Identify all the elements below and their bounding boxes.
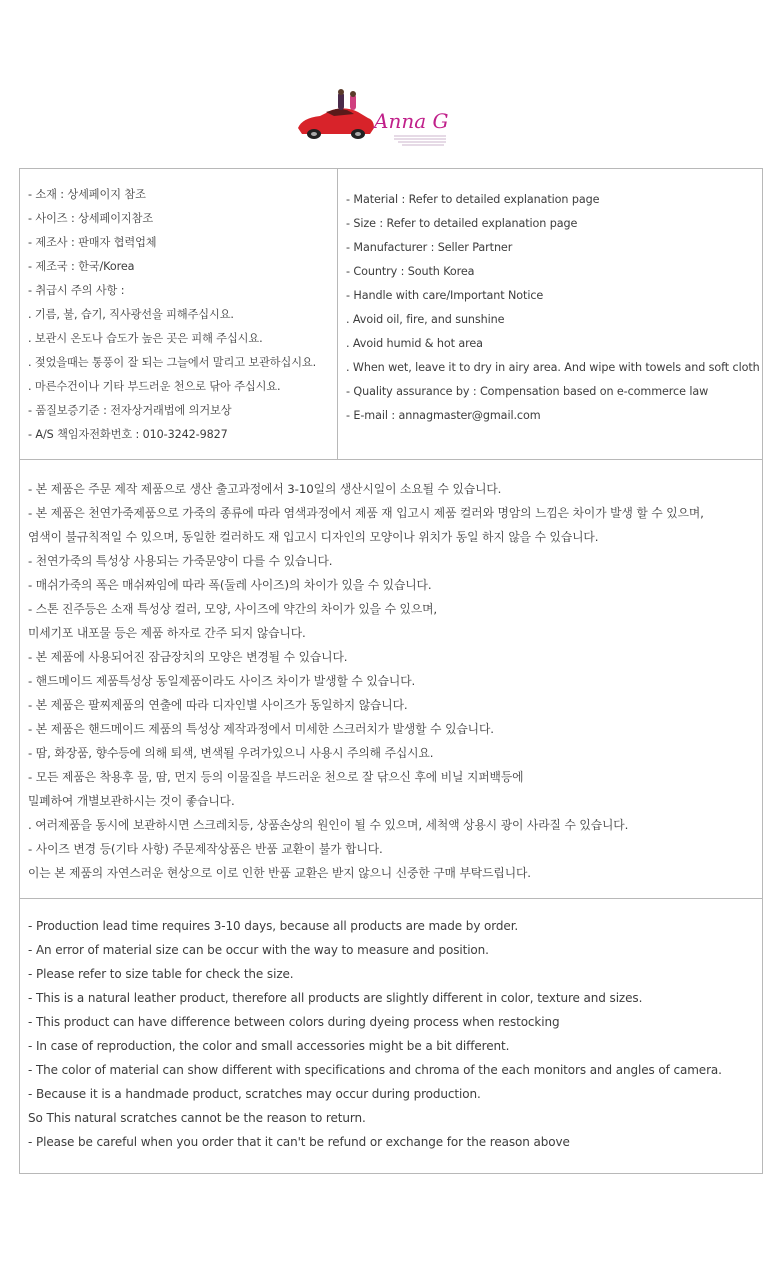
text-line: - In case of reproduction, the color and small accessories might be a bit different. xyxy=(28,1039,510,1053)
text-line: . Avoid oil, fire, and sunshine xyxy=(346,313,505,326)
logo-wordmark: Anna G xyxy=(374,109,449,133)
text-line: - 제조사 : 판매자 협력업체 xyxy=(28,236,157,249)
text-line: - The color of material can show different with specifications and chroma of the each monitors and angles of camera. xyxy=(28,1063,722,1077)
text-line: - 품질보증기준 : 전자상거래법에 의거보상 xyxy=(28,404,232,417)
text-line: - E-mail : annagmaster@gmail.com xyxy=(346,409,541,422)
text-line: . 마른수건이나 기타 부드러운 천으로 닦아 주십시요. xyxy=(28,380,281,393)
column-divider xyxy=(337,169,338,459)
text-line: 염색이 불규칙적일 수 있으며, 동일한 컬러하도 재 입고시 디자인의 모양이나 위치가 동일 하지 않을 수 있습니다. xyxy=(28,530,599,544)
text-line: - 땀, 화장품, 향수등에 의해 퇴색, 변색될 우려가있으니 사용시 주의해 주십시요. xyxy=(28,746,434,760)
text-line: - 모든 제품은 착용후 물, 땀, 먼지 등의 이물질을 부드러운 천으로 잘 닦으신 후에 비닐 지퍼백등에 xyxy=(28,770,524,784)
product-info-table xyxy=(19,168,763,460)
brand-logo xyxy=(296,88,456,152)
text-line: 이는 본 제품의 자연스러운 현상으로 이로 인한 반품 교환은 받지 않으니 신중한 구매 부탁드립니다. xyxy=(28,866,531,880)
text-line: - 본 제품은 팔찌제품의 연출에 따라 디자인별 사이즈가 동일하지 않습니다. xyxy=(28,698,408,712)
text-line: - Please refer to size table for check the size. xyxy=(28,967,294,981)
text-line: - Please be careful when you order that it can't be refund or exchange for the reason above xyxy=(28,1135,570,1149)
text-line: - 취급시 주의 사항 : xyxy=(28,284,125,297)
text-line: - 핸드메이드 제품특성상 동일제품이라도 사이즈 차이가 발생할 수 있습니다. xyxy=(28,674,416,688)
text-line: - Manufacturer : Seller Partner xyxy=(346,241,513,254)
text-line: - 본 제품은 주문 제작 제품으로 생산 출고과정에서 3-10일의 생산시일이 소요될 수 있습니다. xyxy=(28,482,502,496)
text-line: - 사이즈 변경 등(기타 사항) 주문제작상품은 반품 교환이 불가 합니다. xyxy=(28,842,383,856)
text-line: - Production lead time requires 3-10 days, because all products are made by order. xyxy=(28,919,519,933)
text-line: - 제조국 : 한국/Korea xyxy=(28,260,135,273)
text-line: . 젖었을때는 통풍이 잘 되는 그늘에서 말리고 보관하십시요. xyxy=(28,356,317,369)
text-line: - Handle with care/Important Notice xyxy=(346,289,544,302)
text-line: - This is a natural leather product, therefore all products are slightly different in color, texture and sizes. xyxy=(28,991,643,1005)
text-line: . 여러제품을 동시에 보관하시면 스크레치등, 상품손상의 원인이 될 수 있으며, 세척액 상용시 광이 사라질 수 있습니다. xyxy=(28,818,629,832)
text-line: - 스톤 진주등은 소재 특성상 컬러, 모양, 사이즈에 약간의 차이가 있을 수 있으며, xyxy=(28,602,438,616)
text-line: - Quality assurance by : Compensation based on e-commerce law xyxy=(346,385,709,398)
text-line: . Avoid humid & hot area xyxy=(346,337,483,350)
text-line: 미세기포 내포물 등은 제품 하자로 간주 되지 않습니다. xyxy=(28,626,306,640)
logo-car-graphic xyxy=(296,88,456,152)
text-line: - Size : Refer to detailed explanation page xyxy=(346,217,578,230)
text-line: - 매쉬가죽의 폭은 매쉬짜임에 따라 폭(둘레 사이즈)의 차이가 있을 수 있습니다. xyxy=(28,578,432,592)
text-line: . 보관시 온도나 습도가 높은 곳은 피해 주십시요. xyxy=(28,332,263,345)
english-notice-section xyxy=(19,898,763,1174)
text-line: - 사이즈 : 상세페이지참조 xyxy=(28,212,154,225)
text-line: - 소재 : 상세페이지 참조 xyxy=(28,188,146,201)
text-line: 밀폐하여 개별보관하시는 것이 좋습니다. xyxy=(28,794,235,808)
text-line: - 천연가죽의 특성상 사용되는 가죽문양이 다를 수 있습니다. xyxy=(28,554,333,568)
text-line: - Country : South Korea xyxy=(346,265,475,278)
text-line: So This natural scratches cannot be the reason to return. xyxy=(28,1111,366,1125)
text-line: - Material : Refer to detailed explanation page xyxy=(346,193,600,206)
text-line: - An error of material size can be occur with the way to measure and position. xyxy=(28,943,489,957)
text-line: - 본 제품에 사용되어진 잠금장치의 모양은 변경될 수 있습니다. xyxy=(28,650,348,664)
text-line: - 본 제품은 핸드메이드 제품의 특성상 제작과정에서 미세한 스크러치가 발생할 수 있습니다. xyxy=(28,722,494,736)
text-line: - 본 제품은 천연가죽제품으로 가죽의 종류에 따라 염색과정에서 제품 재 입고시 제품 컬러와 명암의 느낌은 차이가 발생 할 수 있으며, xyxy=(28,506,704,520)
korean-notice-section xyxy=(19,459,763,899)
text-line: - This product can have difference between colors during dyeing process when restocking xyxy=(28,1015,560,1029)
text-line: - A/S 책임자전화번호 : 010-3242-9827 xyxy=(28,428,228,441)
text-line: . When wet, leave it to dry in airy area. And wipe with towels and soft cloth xyxy=(346,361,760,374)
text-line: - Because it is a handmade product, scratches may occur during production. xyxy=(28,1087,481,1101)
text-line: . 기름, 불, 습기, 직사광선을 피해주십시요. xyxy=(28,308,234,321)
